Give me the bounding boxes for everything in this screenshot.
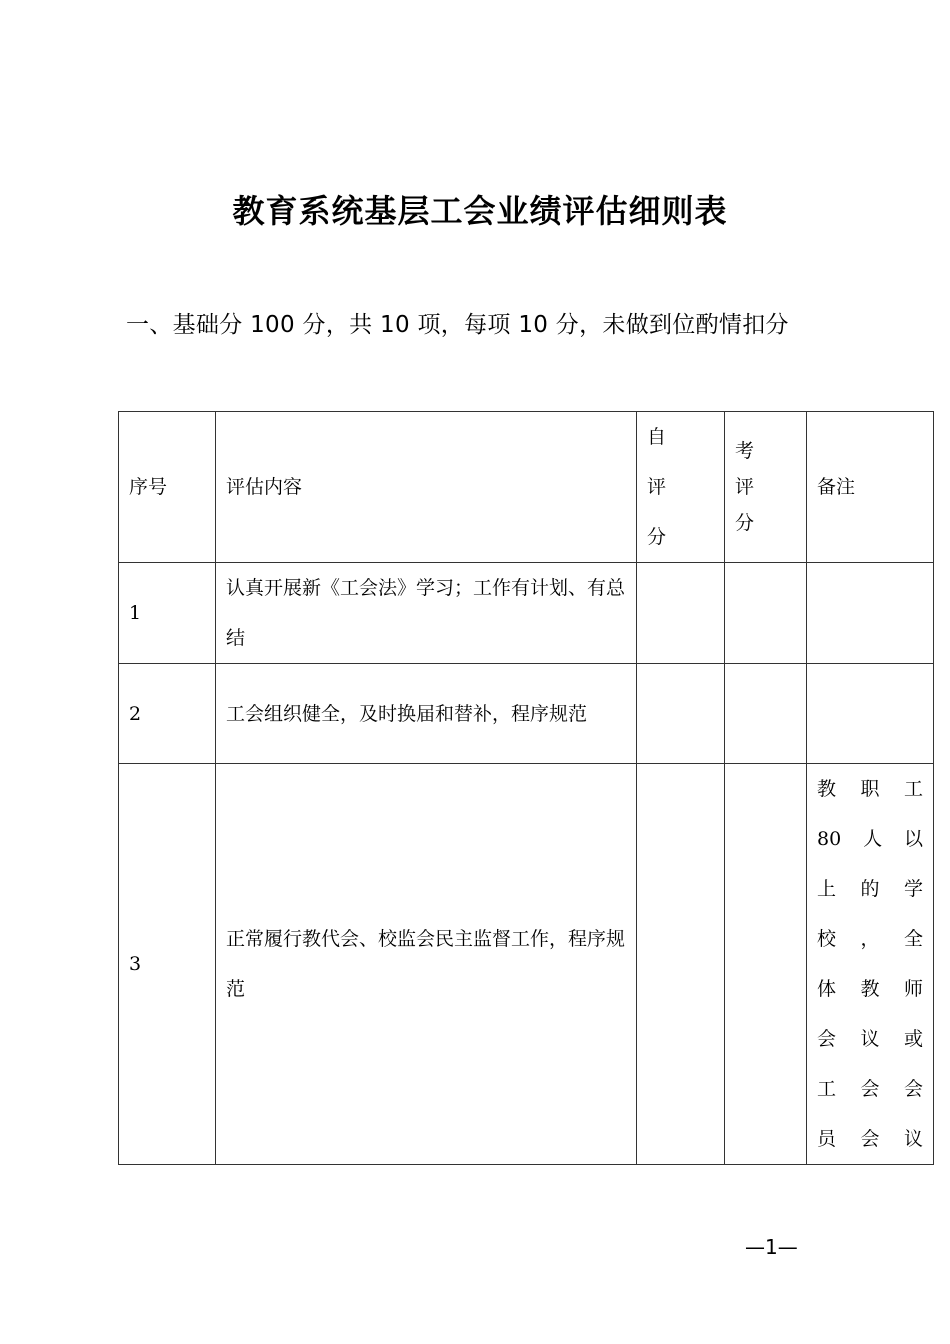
note-line <box>817 1114 923 1164</box>
table-row <box>119 563 934 664</box>
note-char: 工 <box>903 778 923 800</box>
table-header-row <box>119 412 934 563</box>
page-number: —1— <box>745 1235 798 1259</box>
note-line <box>817 764 923 814</box>
note-char: 校 <box>817 928 837 950</box>
note-char: 议 <box>860 1028 880 1050</box>
note-char: ， <box>860 928 880 950</box>
header-exam-line1: 考 <box>735 440 755 462</box>
note-char: 教 <box>817 778 837 800</box>
row-3-self-score[interactable] <box>637 764 725 1165</box>
note-char: 体 <box>817 978 837 1000</box>
note-char: 师 <box>903 978 923 1000</box>
header-self-score-line2: 分 <box>647 526 667 548</box>
note-char: 职 <box>860 778 880 800</box>
note-char: 全 <box>903 928 923 950</box>
note-char: 的 <box>860 878 880 900</box>
page-title: 教育系统基层工会业绩评估细则表 <box>232 192 728 230</box>
note-char: 议 <box>903 1128 923 1150</box>
note-char: 人 <box>863 828 883 850</box>
note-char: 教 <box>860 978 880 1000</box>
row-1-content: 认真开展新《工会法》学习；工作有计划、有总结 <box>216 563 637 664</box>
row-3-note <box>807 764 934 1165</box>
header-exam-line3: 分 <box>735 512 755 534</box>
header-note: 备注 <box>807 412 934 563</box>
note-line <box>817 914 923 964</box>
intro-paragraph: 一、基础分 100 分，共 10 项，每项 10 分，未做到位酌情扣分 <box>126 312 789 338</box>
note-line <box>817 864 923 914</box>
row-2-exam-score[interactable] <box>725 664 807 764</box>
row-1-self-score[interactable] <box>637 563 725 664</box>
row-2-content: 工会组织健全，及时换届和替补，程序规范 <box>216 664 637 764</box>
note-char: 员 <box>817 1128 837 1150</box>
header-exam-line2: 评 <box>735 476 755 498</box>
row-3-content: 正常履行教代会、校监会民主监督工作，程序规范 <box>216 764 637 1165</box>
note-line <box>817 814 923 864</box>
note-char: 会 <box>860 1078 880 1100</box>
header-exam-score <box>725 412 807 563</box>
evaluation-table <box>118 411 934 1165</box>
note-char: 或 <box>903 1028 923 1050</box>
note-char: 工 <box>817 1078 837 1100</box>
row-1-no: 1 <box>119 563 216 664</box>
header-content: 评估内容 <box>216 412 637 563</box>
note-char: 会 <box>903 1078 923 1100</box>
note-char: 80 <box>817 828 842 850</box>
note-char: 会 <box>860 1128 880 1150</box>
header-no: 序号 <box>119 412 216 563</box>
row-2-self-score[interactable] <box>637 664 725 764</box>
note-char: 会 <box>817 1028 837 1050</box>
note-char: 以 <box>903 828 923 850</box>
note-char: 学 <box>903 878 923 900</box>
table-row <box>119 664 934 764</box>
note-line <box>817 964 923 1014</box>
row-1-note <box>807 563 934 664</box>
row-1-exam-score[interactable] <box>725 563 807 664</box>
row-3-exam-score[interactable] <box>725 764 807 1165</box>
note-line <box>817 1014 923 1064</box>
row-2-note <box>807 664 934 764</box>
table-row <box>119 764 934 1165</box>
note-line <box>817 1064 923 1114</box>
header-self-score <box>637 412 725 563</box>
row-3-no: 3 <box>119 764 216 1165</box>
note-char: 上 <box>817 878 837 900</box>
header-self-score-line1: 自 评 <box>647 426 681 498</box>
row-3-note-text <box>817 764 923 1164</box>
row-2-no: 2 <box>119 664 216 764</box>
